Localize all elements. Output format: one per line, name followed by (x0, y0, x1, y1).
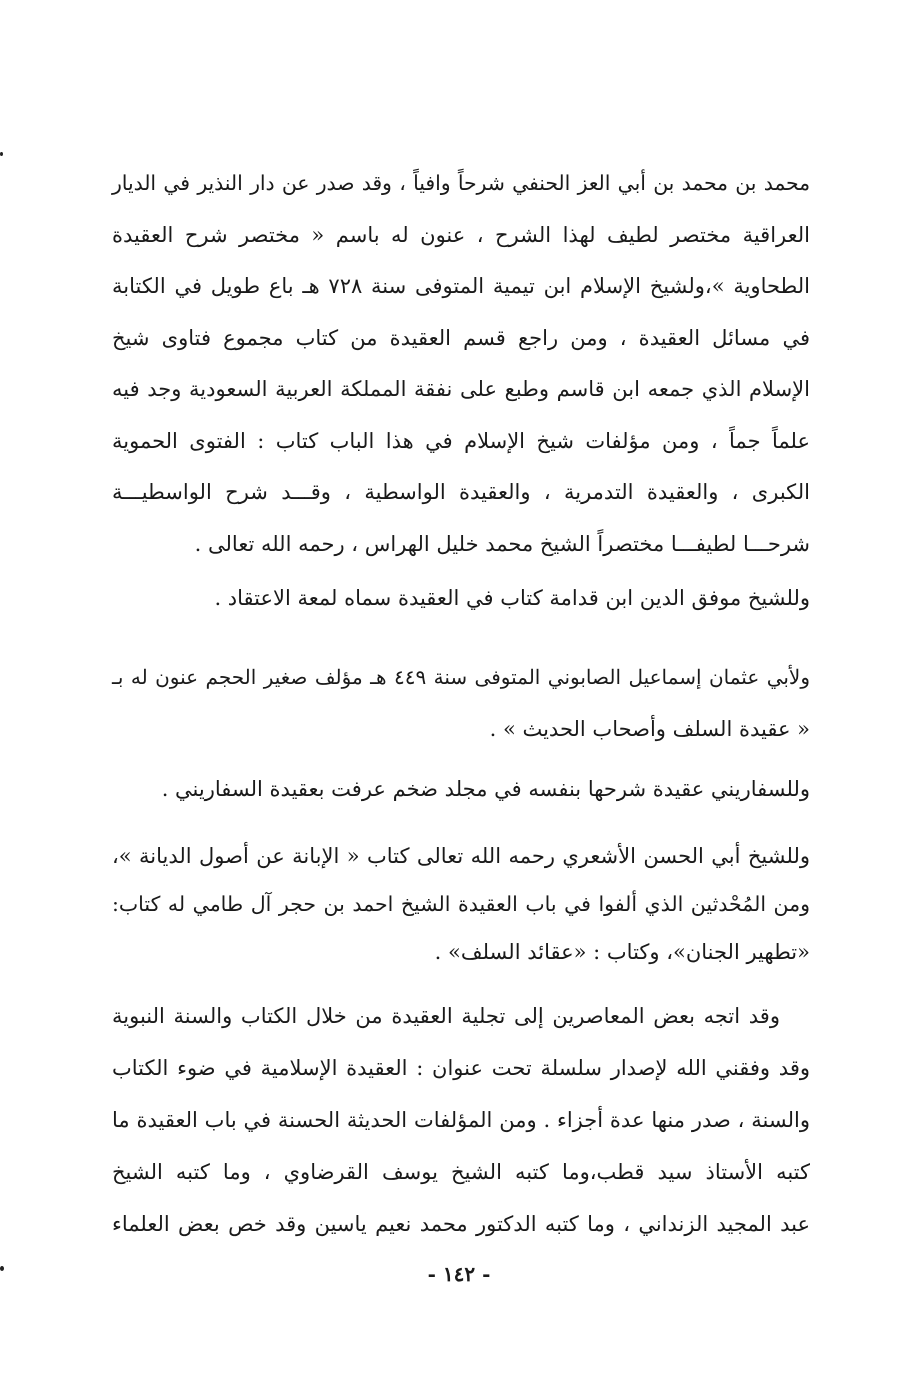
text-line: عبد المجيد الزنداني ، وما كتبه الدكتور محمد نعيم ياسين وقد خص بعض العلماء (112, 1212, 810, 1236)
text-line: ولأبي عثمان إسماعيل الصابوني المتوفى سنة ٤٤٩ هـ مؤلف صغير الحجم عنون له بـ (112, 665, 810, 689)
text-line: شرحـــا لطيفـــا مختصراً الشيخ محمد خليل الهراس ، رحمه الله تعالى . (194, 531, 810, 556)
text-line: علماً جماً ، ومن مؤلفات شيخ الإسلام في هذا الباب كتاب : الفتوى الحموية (112, 428, 810, 453)
text-line: كتبه الأستاذ سيد قطب،وما كتبه الشيخ يوسف القرضاوي ، وما كتبه الشيخ (112, 1160, 810, 1184)
text-line: ومن المُحْدثين الذي ألفوا في باب العقيدة الشيخ احمد بن حجر آل طامي له كتاب: (112, 892, 810, 916)
paragraph-1 (112, 158, 810, 570)
text-line: محمد بن محمد بن أبي العز الحنفي شرحاً وافياً ، وقد صدر عن دار النذير في الديار (112, 171, 810, 195)
text-line: «تطهير الجنان»، وكتاب : «عقائد السلف» . (434, 940, 810, 964)
text-line: وقد اتجه بعض المعاصرين إلى تجلية العقيدة من خلال الكتاب والسنة النبوية (112, 1004, 780, 1028)
text-line: الإسلام الذي جمعه ابن قاسم وطبع على نفقة المملكة العربية السعودية وجد فيه (112, 377, 810, 401)
text-line: الطحاوية »،ولشيخ الإسلام ابن تيمية المتوفى سنة ٧٢٨ هـ باع طويل في الكتابة (112, 274, 810, 298)
text-line: وللسفاريني عقيدة شرحها بنفسه في مجلد ضخم عرفت بعقيدة السفاريني . (161, 777, 810, 801)
text-line: وللشيخ أبي الحسن الأشعري رحمه الله تعالى كتاب « الإبانة عن أصول الديانة »، (112, 844, 810, 868)
text-line: في مسائل العقيدة ، ومن راجع قسم العقيدة من كتاب مجموع فتاوى شيخ (112, 325, 810, 350)
text-line: « عقيدة السلف وأصحاب الحديث » . (489, 716, 810, 741)
paragraph-6 (112, 990, 810, 1250)
paragraph-4 (112, 764, 810, 816)
paragraph-2 (112, 573, 810, 625)
paragraph-3 (112, 652, 810, 755)
text-line: والسنة ، صدر منها عدة أجزاء . ومن المؤلفات الحديثة الحسنة في باب العقيدة ما (112, 1108, 810, 1132)
text-line: الكبرى ، والعقيدة التدمرية ، والعقيدة الواسطية ، وقـــد شرح الواسطيـــة (112, 480, 811, 504)
scan-dot-mark (0, 152, 3, 156)
text-line: العراقية مختصر لطيف لهذا الشرح ، عنون له باسم « مختصر شرح العقيدة (112, 222, 810, 247)
text-line: وقد وفقني الله لإصدار سلسلة تحت عنوان : العقيدة الإسلامية في ضوء الكتاب (112, 1056, 810, 1080)
text-line: وللشيخ موفق الدين ابن قدامة كتاب في العقيدة سماه لمعة الاعتقاد . (214, 586, 810, 610)
paragraph-5 (112, 832, 810, 976)
page-number: - ١٤٢ - (427, 1262, 491, 1286)
